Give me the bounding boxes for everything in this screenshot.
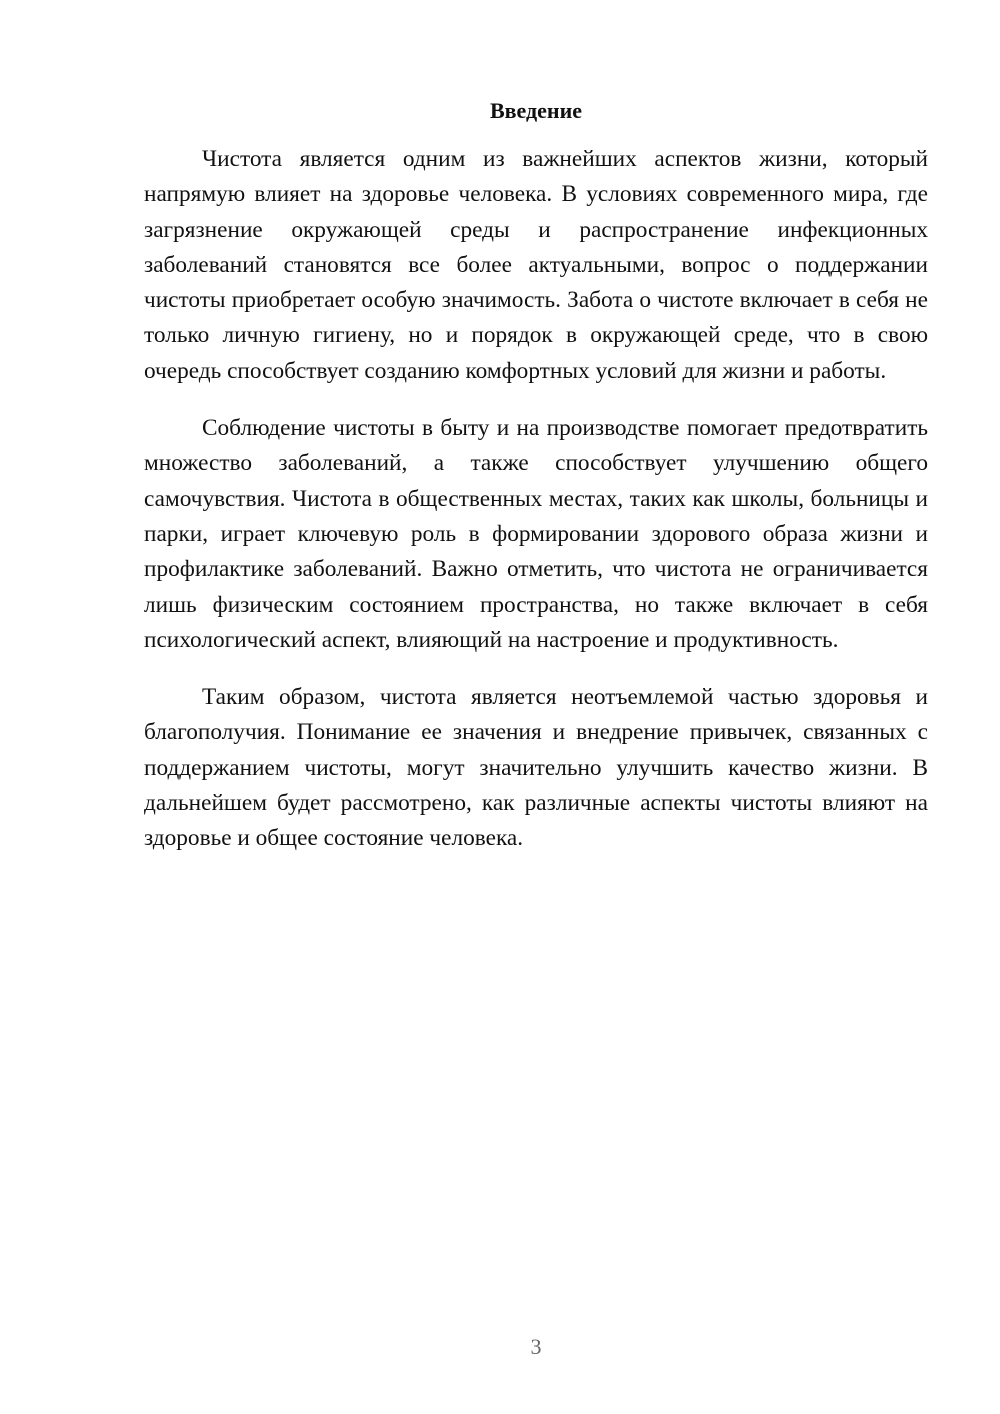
page-number: 3 <box>530 1334 542 1359</box>
section-heading: Введение <box>489 98 583 123</box>
body-text <box>144 142 928 879</box>
paragraph-2: Соблюдение чистоты в быту и на производстве помогает предотвратить множество заболеваний, а также способствует улучшению общего самочувствия. Чистота в общественных местах, таких как школы, больницы и парки, играет ключевую роль в формировании здорового образа жизни и профилактике заболеваний. Важно отметить, что чистота не ограничивается лишь физическим состоянием пространства, но также включает в себя психологический аспект, влияющий на настроение и продуктивность. <box>144 415 928 653</box>
paragraph-3: Таким образом, чистота является неотъемлемой частью здоровья и благополучия. Понимание ее значения и внедрение привычек, связанных с поддержанием чистоты, могут значительно улучшить качество жизни. В дальнейшем будет рассмотрено, как различные аспекты чистоты влияют на здоровье и общее состояние человека. <box>144 684 928 852</box>
paragraph-1: Чистота является одним из важнейших аспектов жизни, который напрямую влияет на здоровье человека. В условиях современного мира, где загрязнение окружающей среды и распространение инфекционных заболеваний становятся все более актуальными, вопрос о поддержании чистоты приобретает особую значимость. Забота о чистоте включает в себя не только личную гигиену, но и порядок в окружающей среде, что в свою очередь способствует созданию комфортных условий для жизни и работы. <box>144 146 928 384</box>
